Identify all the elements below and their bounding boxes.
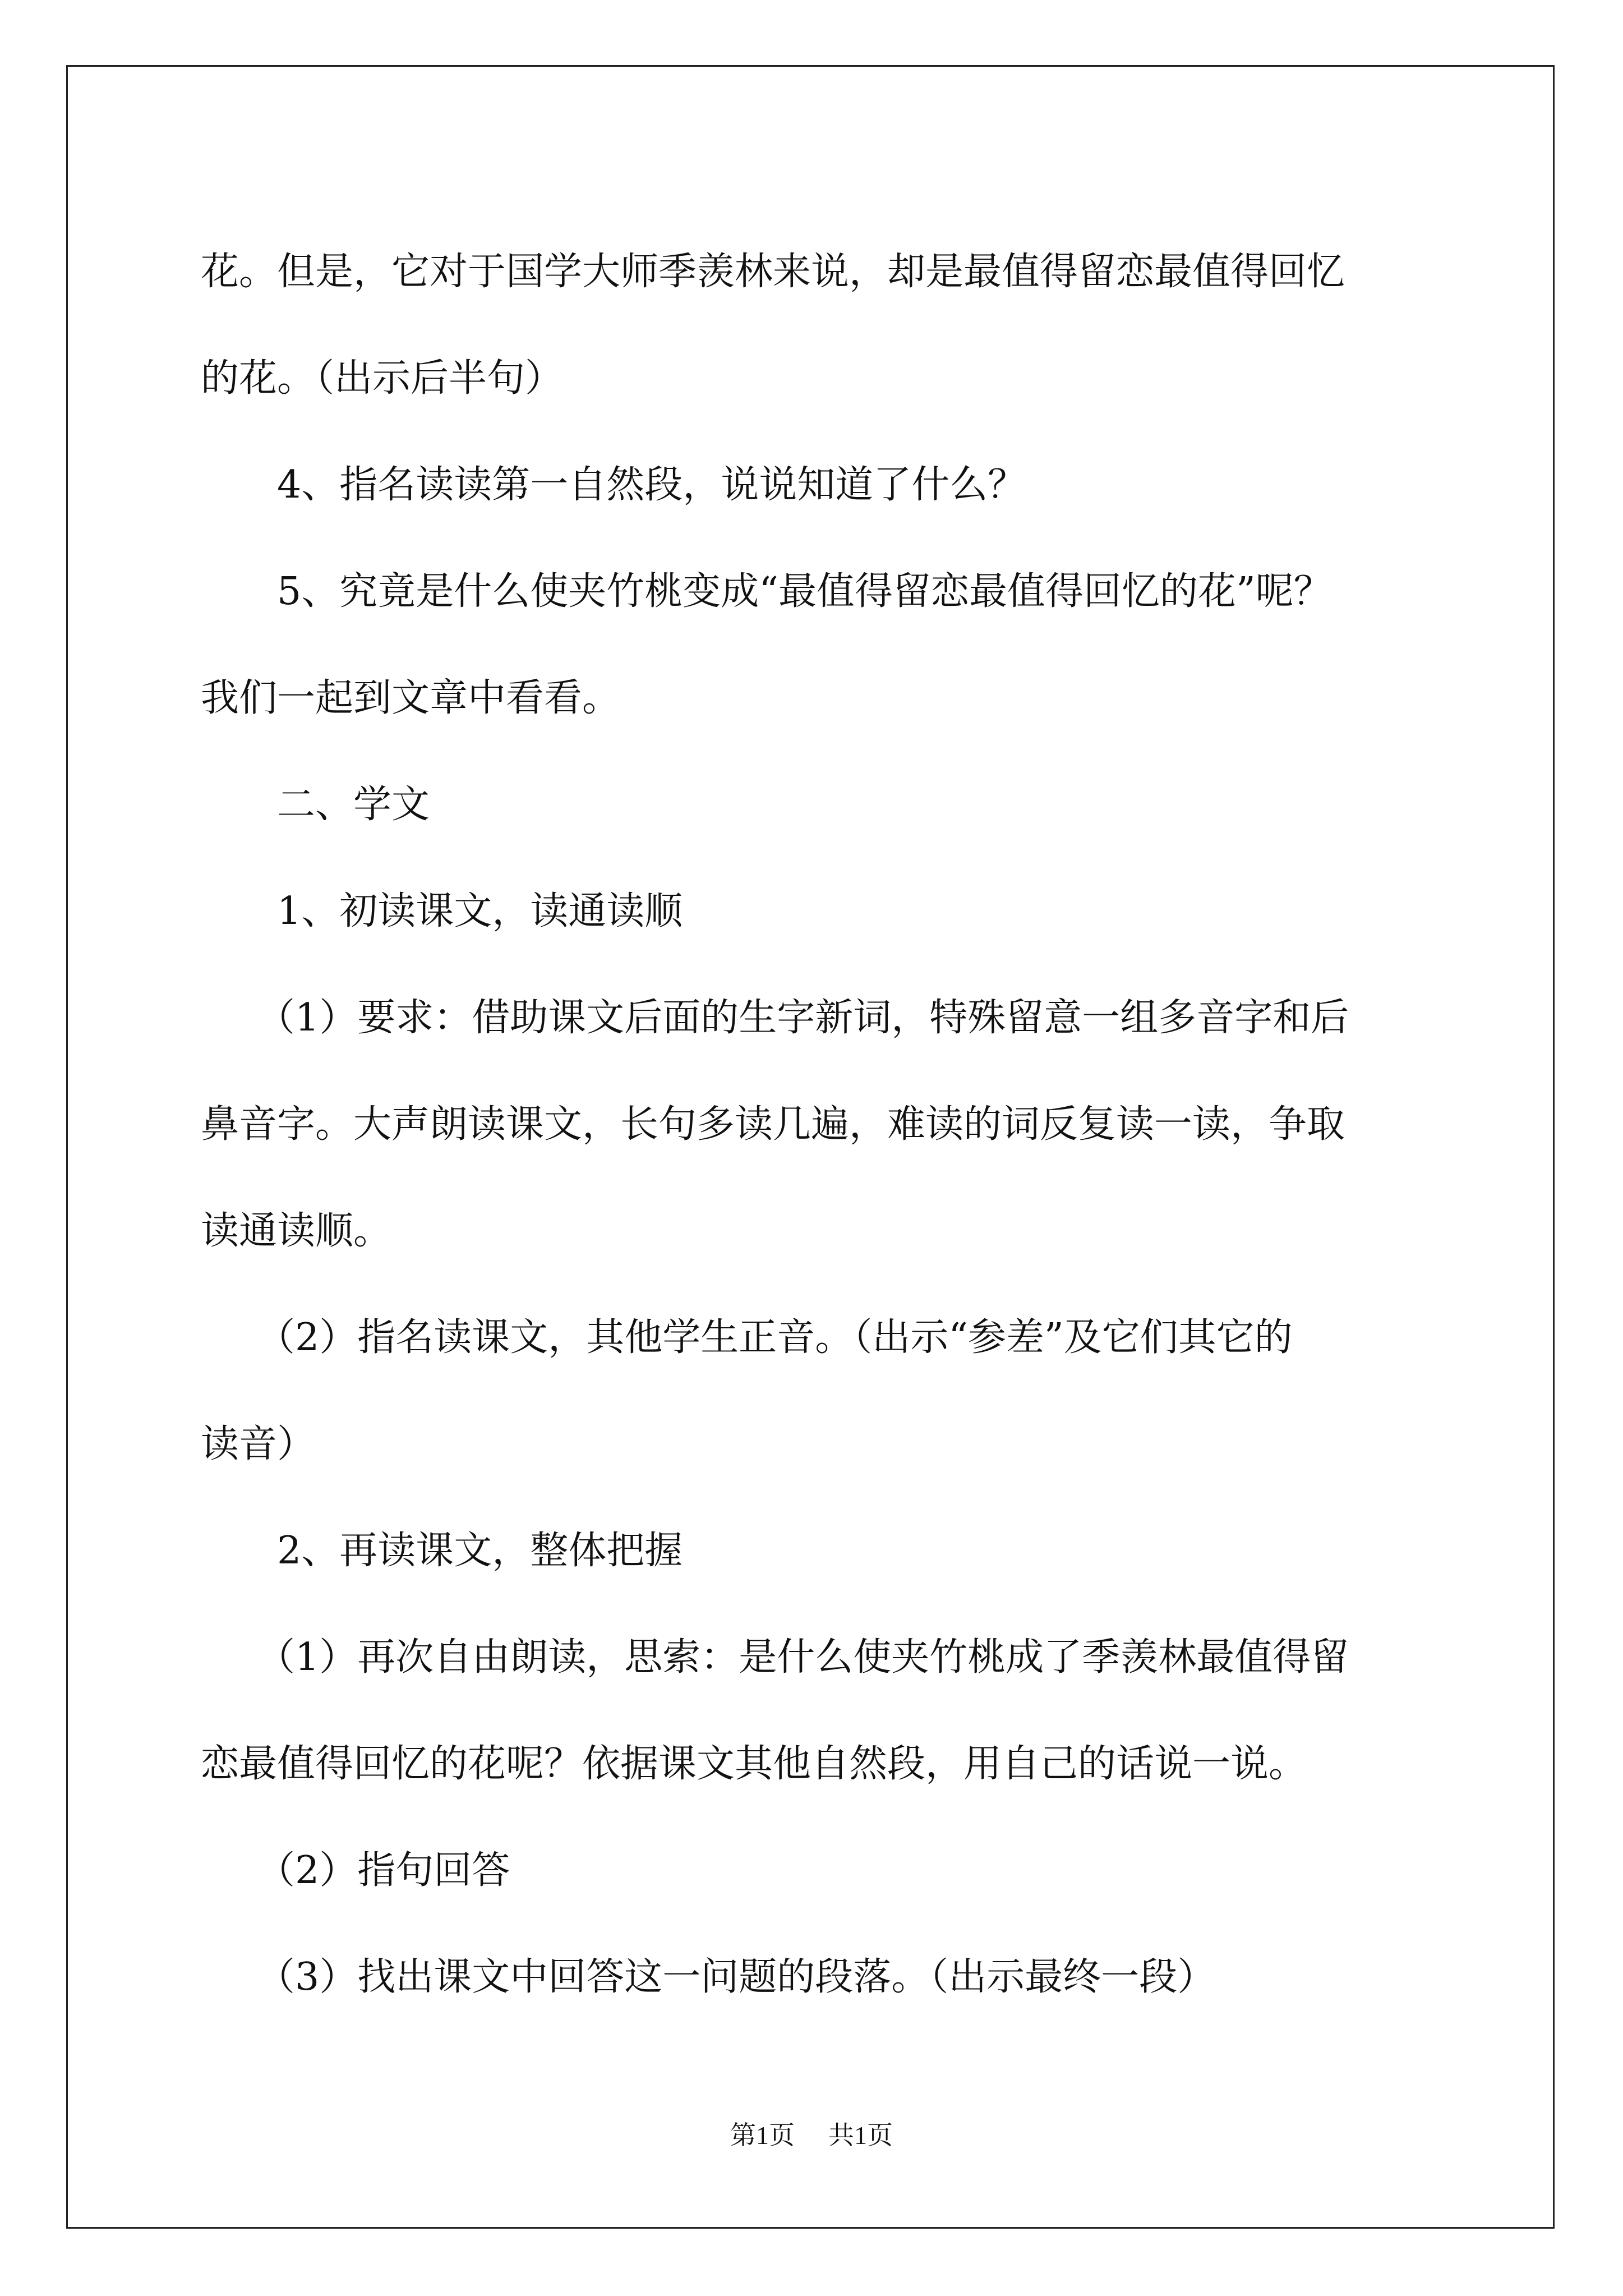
page-number-total: 共1页	[828, 2121, 893, 2150]
text-line: 恋最值得回忆的花呢？依据课文其他自然段，用自己的话说一说。	[201, 1742, 1307, 1786]
text-line: 我们一起到文章中看看。	[201, 676, 621, 720]
list-item: 4、指名读读第一自然段，说说知道了什么？	[277, 463, 1026, 507]
list-item: （2）指句回答	[257, 1848, 510, 1893]
subsection-heading: 2、再读课文，整体把握	[277, 1529, 683, 1573]
text-line: 读通读顺。	[201, 1209, 392, 1253]
list-item: （3）找出课文中回答这一问题的段落。（出示最终一段）	[257, 1955, 1216, 1999]
text-line: 鼻音字。大声朗读课文，长句多读几遍，难读的词反复读一读，争取	[201, 1102, 1345, 1147]
list-item: 5、究竟是什么使夹竹桃变成“最值得留恋最值得回忆的花”呢？	[277, 569, 1332, 614]
list-item: （1）再次自由朗读，思索：是什么使夹竹桃成了季羡林最值得留	[257, 1635, 1349, 1680]
document-body	[201, 219, 1453, 2031]
text-line: 读音）	[201, 1422, 316, 1466]
list-item: （1）要求：借助课文后面的生字新词，特殊留意一组多音字和后	[257, 996, 1349, 1040]
list-item: （2）指名读课文，其他学生正音。（出示“参差”及它们其它的	[257, 1315, 1293, 1360]
page-footer	[0, 2115, 1623, 2152]
subsection-heading: 1、初读课文，读通读顺	[277, 889, 683, 933]
page-number-current: 第1页	[730, 2121, 795, 2150]
text-line: 花。但是，它对于国学大师季羡林来说，却是最值得留恋最值得回忆	[201, 250, 1345, 294]
text-line: 的花。（出示后半句）	[201, 356, 564, 401]
section-heading: 二、学文	[277, 783, 430, 827]
